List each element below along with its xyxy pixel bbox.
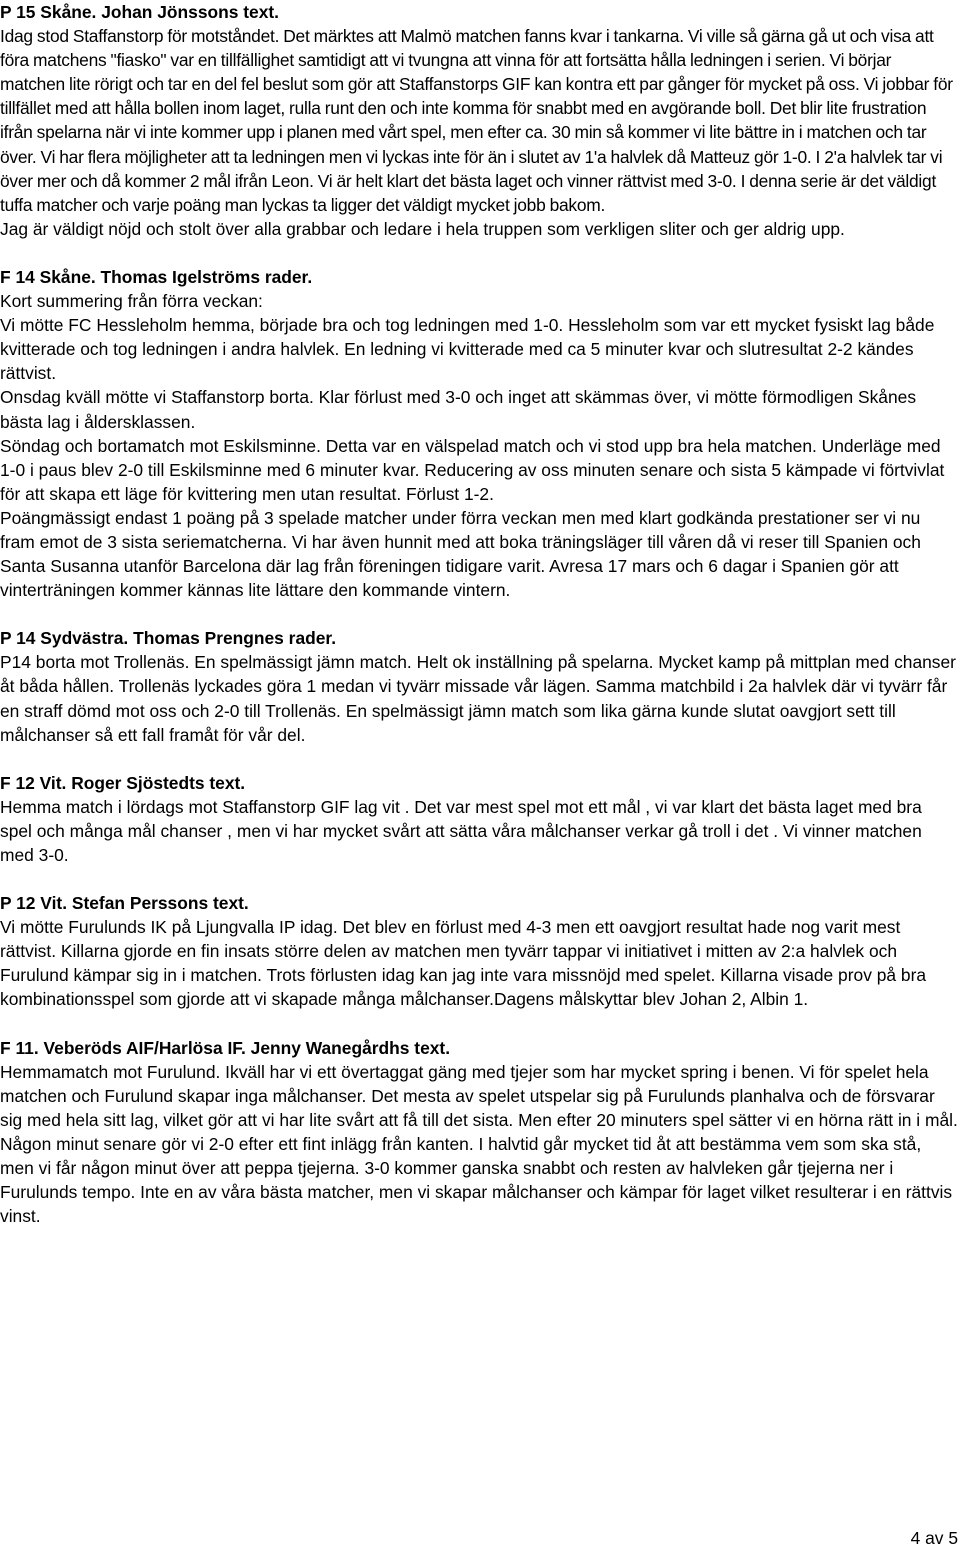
- report-p14-sydvastra: [0, 626, 958, 746]
- report-p12-vit: [0, 891, 958, 1011]
- page-number: 4 av 5: [910, 1528, 958, 1548]
- paragraph: Kort summering från förra veckan:: [0, 291, 263, 312]
- report-f11-veberod-harlosa: [0, 1036, 958, 1229]
- paragraph: Onsdag kväll mötte vi Staffanstorp borta. Klar förlust med 3-0 och inget att skämmas över, vi mötte förmodligen Skånes bästa lag i åldersklassen.: [0, 387, 917, 432]
- section-heading: F 12 Vit. Roger Sjöstedts text.: [0, 772, 246, 793]
- paragraph: P14 borta mot Trollenäs. En spelmässigt jämn match. Helt ok inställning på spelarna. Mycket kamp på mittplan med chanser åt båda hållen. Trollenäs lyckades göra 1 medan vi tyvärr missade vår lägen. Samma matchbild i 2a halvlek där vi tyvärr får en straff dömd mot oss och 2-0 till Trollenäs. En spelmässigt jämn match som lika gärna kunde slutat oavgjort sett till målchanser så ett fall framåt för vår del.: [0, 652, 956, 745]
- section-heading: F 14 Skåne. Thomas Igelströms rader.: [0, 266, 313, 287]
- section-heading: P 12 Vit. Stefan Perssons text.: [0, 893, 249, 914]
- report-f12-vit: [0, 771, 958, 867]
- report-p15-skane: [0, 0, 958, 241]
- section-heading: P 15 Skåne. Johan Jönssons text.: [0, 2, 280, 22]
- section-heading: P 14 Sydvästra. Thomas Prengnes rader.: [0, 628, 337, 649]
- paragraph: Söndag och bortamatch mot Eskilsminne. Detta var en välspelad match och vi stod upp bra hela matchen. Underläge med 1-0 i paus blev 2-0 till Eskilsminne med 6 minuter kvar. Reducering av oss minuten senare och sista 5 kämpade vi förtvivlat för att skapa ett läge för kvittering men utan resultat. Förlust 1-2.: [0, 435, 945, 504]
- paragraph: Jag är väldigt nöjd och stolt över alla grabbar och ledare i hela truppen som verkligen sliter och ger aldrig upp.: [0, 218, 845, 239]
- paragraph: Poängmässigt endast 1 poäng på 3 spelade matcher under förra veckan men med klart godkända prestationer ser vi nu fram emot de 3 sista seriematcherna. Vi har även hunnit med att boka träningsläger till våren då vi reser till Spanien och Santa Susanna utanför Barcelona där lag från föreningen tidigare varit. Avresa 17 mars och 6 dagar i Spanien gör att vinterträningen kommer kännas lite lättare den kommande vintern.: [0, 507, 921, 601]
- report-f14-skane: [0, 265, 958, 602]
- section-heading: F 11. Veberöds AIF/Harlösa IF. Jenny Wanegårdhs text.: [0, 1037, 451, 1058]
- paragraph: Idag stod Staffanstorp för motståndet. Det märktes att Malmö matchen fanns kvar i tankarna. Vi ville så gärna gå ut och visa att föra matchens "fiasko" var en tillfällighet samtidigt att vi tvungna att vinna för att fortsätta hålla ledningen i serien. Vi börjar matchen lite rörigt och tar en del fel beslut som gör att Staffanstorps GIF kan kontra ett par gånger för mycket på oss. Vi jobbar för tillfället med att hålla bollen inom laget, rulla runt den och inte komma för snabbt med en avgörande boll. Det blir lite frustration ifrån spelarna när vi inte kommer upp i planen med vårt spel, men efter ca. 30 min så kommer vi lite bättre in i matchen och tar över. Vi har flera möjligheter att ta ledningen men vi lyckas inte för än i slutet av 1'a halvlek då Matteuz gör 1-0. I 2'a halvlek tar vi över mer och då kommer 2 mål ifrån Leon. Vi är helt klart det bästa laget och vinner rättvist med 3-0. I denna serie är det väldigt tuffa matcher och varje poäng man lyckas ta ligger det väldigt mycket jobb bakom.: [0, 26, 953, 215]
- paragraph: Vi mötte FC Hessleholm hemma, började bra och tog ledningen med 1-0. Hessleholm som var ett mycket fysiskt lag både kvitterade och tog ledningen i andra halvlek. En ledning vi kvitterade med ca 5 minuter kvar och slutresultat 2-2 kändes rättvist.: [0, 315, 935, 384]
- paragraph: Hemmamatch mot Furulund. Ikväll har vi ett övertaggat gäng med tjejer som har mycket spring i benen. Vi för spelet hela matchen och Furulund skapar inga målchanser. Det mesta av spelet utspelar sig på Furulunds planhalva och de försvarar sig med hela sitt lag, vilket gör att vi har lite svårt att få till det sista. Men efter 20 minuters spel sätter vi en hörna rätt in i mål. Någon minut senare gör vi 2-0 efter ett fint inlägg från kanten. I halvtid går mycket tid åt att bestämma vem som ska stå, men vi får någon minut över att peppa tjejerna. 3-0 kommer ganska snabbt och resten av halvleken går tjejerna ner i Furulunds tempo. Inte en av våra bästa matcher, men vi skapar målchanser och kämpar för laget vilket resulterar i en rättvis vinst.: [0, 1061, 958, 1227]
- paragraph: Hemma match i lördags mot Staffanstorp GIF lag vit . Det var mest spel mot ett mål , vi var klart det bästa laget med bra spel och många mål chanser , men vi har mycket svårt att sätta våra målchanser verkar gå troll i det . Vi vinner matchen med 3-0.: [0, 796, 922, 865]
- paragraph: Vi mötte Furulunds IK på Ljungvalla IP idag. Det blev en förlust med 4-3 men ett oavgjort resultat hade nog varit mest rättvist. Killarna gjorde en fin insats större delen av matchen men tyvärr tappar vi initiativet i mitten av 2:a halvlek och Furulund kämpar sig in i matchen. Trots förlusten idag kan jag inte vara missnöjd med spelet. Killarna visade prov på bra kombinationsspel som gjorde att vi skapade många målchanser.Dagens målskyttar blev Johan 2, Albin 1.: [0, 917, 927, 1010]
